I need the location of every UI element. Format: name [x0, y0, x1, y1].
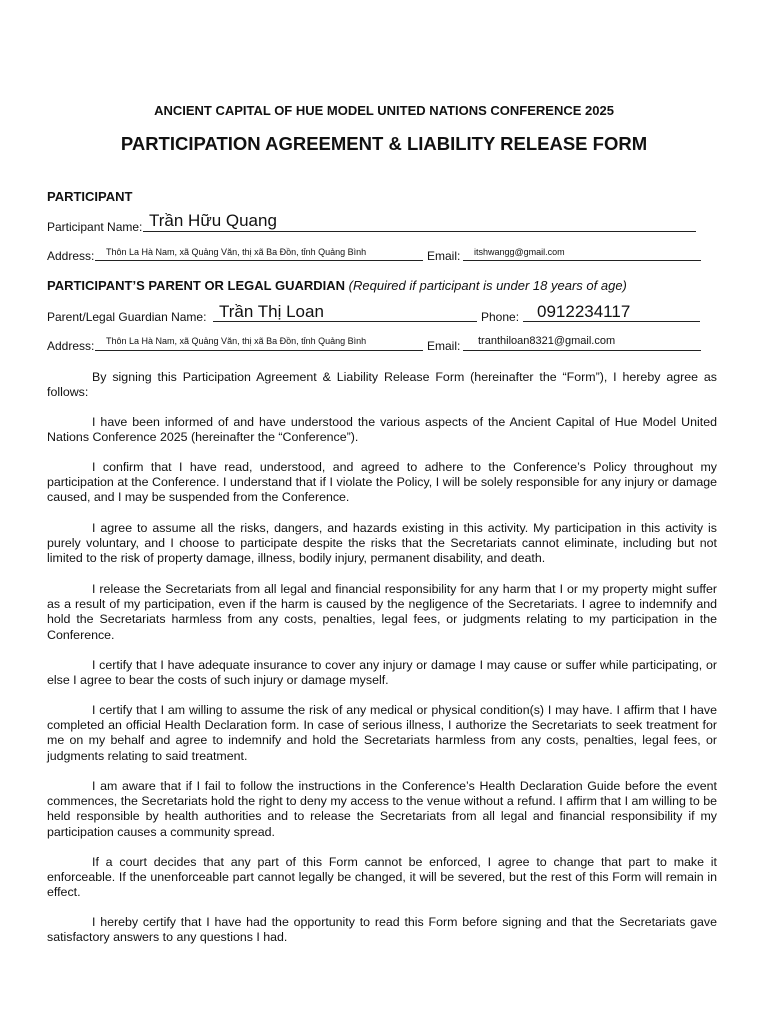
guardian-email-line	[463, 350, 701, 351]
guardian-address-line	[95, 350, 423, 351]
guardian-name-label: Parent/Legal Guardian Name:	[47, 310, 207, 324]
agreement-clause-risks: I agree to assume all the risks, dangers, and hazards existing in this activity. My participation in this activity is purely voluntary, and I choose to participate despite the risks that the Secretariats cannot eliminate, including but not limited to the risk of property damage, illness, bodily injury, permanent disability, and death.	[47, 521, 717, 566]
participant-name-line	[143, 231, 696, 232]
participant-address-line	[95, 260, 423, 261]
agreement-clause-informed: I have been informed of and have understood the various aspects of the Ancient Capital of Hue Model United Nations Conference 2025 (hereinafter the “Conference”).	[47, 415, 717, 445]
guardian-phone-field[interactable]: 0912234117	[537, 302, 631, 321]
participant-name-field[interactable]: Trần Hữu Quang	[149, 211, 277, 230]
agreement-clause-medical: I certify that I am willing to assume the risk of any medical or physical condition(s) I may have. I affirm that I have completed an official Health Declaration form. In case of serious illness, I authorize the Secretariats to seek treatment for me on my behalf and agree to indemnify and hold the Secretariats harmless from any costs, penalties, legal fees, or judgments relating to said treatment.	[47, 703, 717, 763]
form-title: PARTICIPATION AGREEMENT & LIABILITY RELEASE FORM	[120, 133, 648, 154]
conference-title: ANCIENT CAPITAL OF HUE MODEL UNITED NATIONS CONFERENCE 2025	[154, 103, 614, 118]
participant-name-label: Participant Name:	[47, 220, 143, 234]
guardian-section-title	[47, 278, 627, 293]
guardian-email-field[interactable]: tranthiloan8321@gmail.com	[478, 335, 616, 347]
participant-address-label: Address:	[47, 249, 95, 263]
agreement-clause-insurance: I certify that I have adequate insurance to cover any injury or damage I may cause or suffer while participating, or else I agree to bear the costs of such injury or damage myself.	[47, 658, 717, 688]
guardian-address-label: Address:	[47, 339, 95, 353]
agreement-clause-release: I release the Secretariats from all legal and financial responsibility for any harm that I or my property might suffer as a result of my participation, even if the harm is caused by the negligence of the Secretariats. I agree to indemnify and hold the Secretariats harmless from any costs, penalties, legal fees, or judgments relating to my participation in the Conference.	[47, 582, 717, 642]
guardian-address-field[interactable]: Thôn La Hà Nam, xã Quảng Văn, thị xã Ba Đồn, tỉnh Quảng Bình	[106, 336, 367, 346]
agreement-clause-policy: I confirm that I have read, understood, and agreed to adhere to the Conference’s Policy throughout my participation at the Conference. I understand that if I violate the Policy, I will be solely responsible for any injury or damage caused, and I may be suspended from the Conference.	[47, 460, 717, 505]
guardian-phone-label: Phone:	[481, 310, 520, 324]
participant-email-line	[463, 260, 701, 261]
agreement-clause-certification: I hereby certify that I have had the opportunity to read this Form before signing and that the Secretariats gave satisfactory answers to any questions I had.	[47, 915, 717, 945]
guardian-email-label: Email:	[427, 339, 461, 353]
guardian-name-field[interactable]: Trần Thị Loan	[219, 302, 324, 321]
guardian-section-note: (Required if participant is under 18 years of age)	[348, 278, 627, 293]
guardian-section-heading: PARTICIPANT’S PARENT OR LEGAL GUARDIAN	[47, 278, 346, 293]
participant-email-field[interactable]: itshwangg@gmail.com	[474, 247, 565, 257]
participant-section-title: PARTICIPANT	[47, 189, 133, 204]
participant-email-label: Email:	[427, 249, 461, 263]
agreement-clause-health-guide: I am aware that if I fail to follow the instructions in the Conference’s Health Declaration Guide before the event commences, the Secretariats hold the right to deny my access to the venue without a refund. I affirm that I am willing to be held responsible by health authorities and to release the Secretariats from all legal and financial responsibility if my participation causes a community spread.	[47, 779, 717, 839]
agreement-intro: By signing this Participation Agreement & Liability Release Form (hereinafter the “Form”), I hereby agree as follows:	[47, 370, 717, 400]
participant-address-field[interactable]: Thôn La Hà Nam, xã Quảng Văn, thị xã Ba Đồn, tỉnh Quảng Bình	[106, 247, 367, 257]
agreement-clause-severability: If a court decides that any part of this Form cannot be enforced, I agree to change that part to make it enforceable. If the unenforceable part cannot legally be changed, it will be severed, but the rest of this Form will remain in effect.	[47, 855, 717, 900]
